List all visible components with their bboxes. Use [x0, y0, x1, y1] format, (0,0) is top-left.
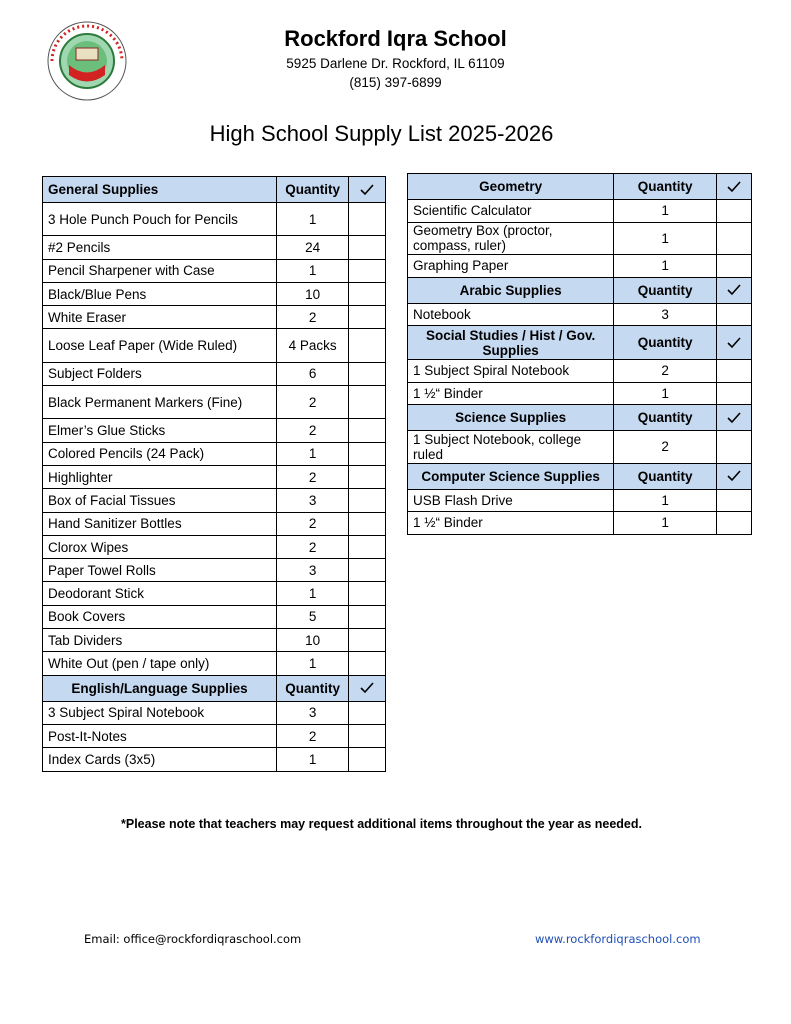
supply-row: [43, 282, 386, 305]
supply-item: Scientific Calculator: [408, 200, 614, 223]
check-header: [717, 174, 752, 200]
right-supply-table: [407, 173, 752, 535]
checkmark-icon: [727, 337, 741, 349]
supply-row: [43, 629, 386, 652]
supply-row: [43, 582, 386, 605]
quantity-header: Quantity: [614, 405, 717, 431]
check-header: [717, 326, 752, 360]
supply-quantity: 2: [614, 431, 717, 464]
supply-item: Black Permanent Markers (Fine): [43, 386, 277, 419]
supply-row: [43, 605, 386, 628]
supply-item: 1 Subject Notebook, college ruled: [408, 431, 614, 464]
checkbox-cell[interactable]: [349, 582, 386, 605]
section-header-row: [408, 405, 752, 431]
checkbox-cell[interactable]: [349, 559, 386, 582]
section-title: Science Supplies: [408, 405, 614, 431]
checkbox-cell[interactable]: [717, 200, 752, 223]
supply-quantity: 5: [277, 605, 349, 628]
checkbox-cell[interactable]: [349, 362, 386, 385]
checkbox-cell[interactable]: [349, 701, 386, 724]
checkmark-icon: [727, 412, 741, 424]
supply-item: Pencil Sharpener with Case: [43, 259, 277, 282]
supply-row: [43, 203, 386, 236]
supply-item: Elmer’s Glue Sticks: [43, 419, 277, 442]
supply-quantity: 1: [614, 255, 717, 278]
section-header-row: [43, 675, 386, 701]
supply-quantity: 3: [277, 489, 349, 512]
supply-quantity: 1: [614, 512, 717, 535]
supply-quantity: 3: [614, 303, 717, 326]
checkbox-cell[interactable]: [717, 382, 752, 405]
supply-quantity: 4 Packs: [277, 329, 349, 362]
supply-quantity: 24: [277, 236, 349, 259]
supply-quantity: 3: [277, 701, 349, 724]
checkbox-cell[interactable]: [717, 222, 752, 255]
supply-item: Hand Sanitizer Bottles: [43, 512, 277, 535]
supply-item: Tab Dividers: [43, 629, 277, 652]
supply-row: [43, 329, 386, 362]
supply-quantity: 1: [614, 489, 717, 512]
school-address: 5925 Darlene Dr. Rockford, IL 61109: [286, 56, 505, 71]
supply-quantity: 2: [277, 306, 349, 329]
supply-item: 1 ½“ Binder: [408, 512, 614, 535]
check-header: [349, 675, 386, 701]
supply-item: Graphing Paper: [408, 255, 614, 278]
supply-row: [43, 442, 386, 465]
supply-quantity: 3: [277, 559, 349, 582]
quantity-header: Quantity: [614, 174, 717, 200]
school-phone: (815) 397-6899: [349, 75, 442, 90]
supply-row: [408, 512, 752, 535]
supply-row: [408, 222, 752, 255]
checkbox-cell[interactable]: [717, 512, 752, 535]
supply-item: White Out (pen / tape only): [43, 652, 277, 675]
checkbox-cell[interactable]: [349, 236, 386, 259]
supply-item: Paper Towel Rolls: [43, 559, 277, 582]
supply-item: Book Covers: [43, 605, 277, 628]
section-header-row: [408, 463, 752, 489]
supply-row: [408, 200, 752, 223]
section-title: Geometry: [408, 174, 614, 200]
supply-row: [43, 419, 386, 442]
supply-quantity: 10: [277, 282, 349, 305]
footer-email: Email: office@rockfordiqraschool.com: [84, 932, 302, 946]
section-header-row: [408, 326, 752, 360]
section-title: General Supplies: [43, 177, 277, 203]
supply-row: [408, 360, 752, 383]
supply-row: [43, 748, 386, 771]
supply-quantity: 2: [277, 724, 349, 747]
checkbox-cell[interactable]: [717, 489, 752, 512]
supply-quantity: 6: [277, 362, 349, 385]
supply-row: [43, 489, 386, 512]
supply-quantity: 1: [277, 652, 349, 675]
section-title: Arabic Supplies: [408, 277, 614, 303]
checkmark-icon: [360, 184, 374, 196]
supply-quantity: 10: [277, 629, 349, 652]
checkbox-cell[interactable]: [349, 203, 386, 236]
supply-quantity: 2: [277, 535, 349, 558]
checkbox-cell[interactable]: [349, 605, 386, 628]
quantity-header: Quantity: [614, 463, 717, 489]
supply-item: Post-It-Notes: [43, 724, 277, 747]
supply-item: Colored Pencils (24 Pack): [43, 442, 277, 465]
check-header: [717, 463, 752, 489]
supply-item: 3 Subject Spiral Notebook: [43, 701, 277, 724]
supply-item: White Eraser: [43, 306, 277, 329]
supply-item: #2 Pencils: [43, 236, 277, 259]
supply-row: [43, 386, 386, 419]
checkbox-cell[interactable]: [349, 329, 386, 362]
checkbox-cell[interactable]: [349, 465, 386, 488]
supply-row: [408, 431, 752, 464]
checkmark-icon: [727, 181, 741, 193]
supply-row: [408, 489, 752, 512]
checkbox-cell[interactable]: [349, 419, 386, 442]
school-name: Rockford Iqra School: [284, 26, 507, 51]
checkbox-cell[interactable]: [349, 282, 386, 305]
supply-item: Geometry Box (proctor, compass, ruler): [408, 222, 614, 255]
checkbox-cell[interactable]: [349, 512, 386, 535]
checkbox-cell[interactable]: [349, 535, 386, 558]
supply-quantity: 2: [277, 419, 349, 442]
section-title: Computer Science Supplies: [408, 463, 614, 489]
checkbox-cell[interactable]: [349, 724, 386, 747]
supply-row: [43, 362, 386, 385]
supply-row: [43, 236, 386, 259]
teacher-note: *Please note that teachers may request additional items throughout the year as needed.: [121, 817, 642, 831]
supply-row: [408, 255, 752, 278]
checkbox-cell[interactable]: [717, 303, 752, 326]
section-header-row: [408, 277, 752, 303]
supply-quantity: 2: [277, 386, 349, 419]
quantity-header: Quantity: [277, 675, 349, 701]
checkbox-cell[interactable]: [717, 360, 752, 383]
supply-item: Loose Leaf Paper (Wide Ruled): [43, 329, 277, 362]
checkbox-cell[interactable]: [349, 629, 386, 652]
document-title: High School Supply List 2025-2026: [209, 121, 554, 146]
check-header: [349, 177, 386, 203]
supply-row: [408, 303, 752, 326]
supply-item: 1 Subject Spiral Notebook: [408, 360, 614, 383]
section-title: English/Language Supplies: [43, 675, 277, 701]
checkbox-cell[interactable]: [717, 431, 752, 464]
check-header: [717, 405, 752, 431]
supply-item: Subject Folders: [43, 362, 277, 385]
checkbox-cell[interactable]: [349, 489, 386, 512]
supply-quantity: 1: [277, 748, 349, 771]
checkbox-cell[interactable]: [349, 652, 386, 675]
supply-row: [43, 701, 386, 724]
supply-quantity: 1: [277, 442, 349, 465]
checkbox-cell[interactable]: [349, 306, 386, 329]
left-supply-table: [42, 176, 386, 772]
supply-item: Box of Facial Tissues: [43, 489, 277, 512]
supply-item: Index Cards (3x5): [43, 748, 277, 771]
checkbox-cell[interactable]: [717, 255, 752, 278]
supply-row: [43, 512, 386, 535]
supply-item: Deodorant Stick: [43, 582, 277, 605]
section-header-row: [408, 174, 752, 200]
supply-item: Clorox Wipes: [43, 535, 277, 558]
checkbox-cell[interactable]: [349, 748, 386, 771]
check-header: [717, 277, 752, 303]
supply-item: 1 ½“ Binder: [408, 382, 614, 405]
supply-quantity: 2: [277, 465, 349, 488]
supply-item: 3 Hole Punch Pouch for Pencils: [43, 203, 277, 236]
supply-quantity: 1: [277, 259, 349, 282]
supply-quantity: 1: [277, 582, 349, 605]
supply-quantity: 1: [614, 222, 717, 255]
checkmark-icon: [727, 470, 741, 482]
quantity-header: Quantity: [277, 177, 349, 203]
supply-quantity: 2: [277, 512, 349, 535]
footer-website[interactable]: www.rockfordiqraschool.com: [535, 932, 701, 946]
supply-quantity: 1: [614, 200, 717, 223]
supply-row: [43, 535, 386, 558]
quantity-header: Quantity: [614, 277, 717, 303]
supply-row: [43, 652, 386, 675]
supply-row: [43, 306, 386, 329]
supply-item: Highlighter: [43, 465, 277, 488]
section-title: Social Studies / Hist / Gov. Supplies: [408, 326, 614, 360]
checkmark-icon: [727, 284, 741, 296]
checkbox-cell[interactable]: [349, 442, 386, 465]
checkbox-cell[interactable]: [349, 259, 386, 282]
checkbox-cell[interactable]: [349, 386, 386, 419]
supply-quantity: 1: [614, 382, 717, 405]
supply-row: [43, 559, 386, 582]
supply-row: [43, 724, 386, 747]
supply-item: Notebook: [408, 303, 614, 326]
section-header-row: [43, 177, 386, 203]
supply-row: [43, 259, 386, 282]
quantity-header: Quantity: [614, 326, 717, 360]
supply-quantity: 2: [614, 360, 717, 383]
supply-row: [408, 382, 752, 405]
supply-row: [43, 465, 386, 488]
checkmark-icon: [360, 682, 374, 694]
supply-item: Black/Blue Pens: [43, 282, 277, 305]
supply-item: USB Flash Drive: [408, 489, 614, 512]
supply-quantity: 1: [277, 203, 349, 236]
